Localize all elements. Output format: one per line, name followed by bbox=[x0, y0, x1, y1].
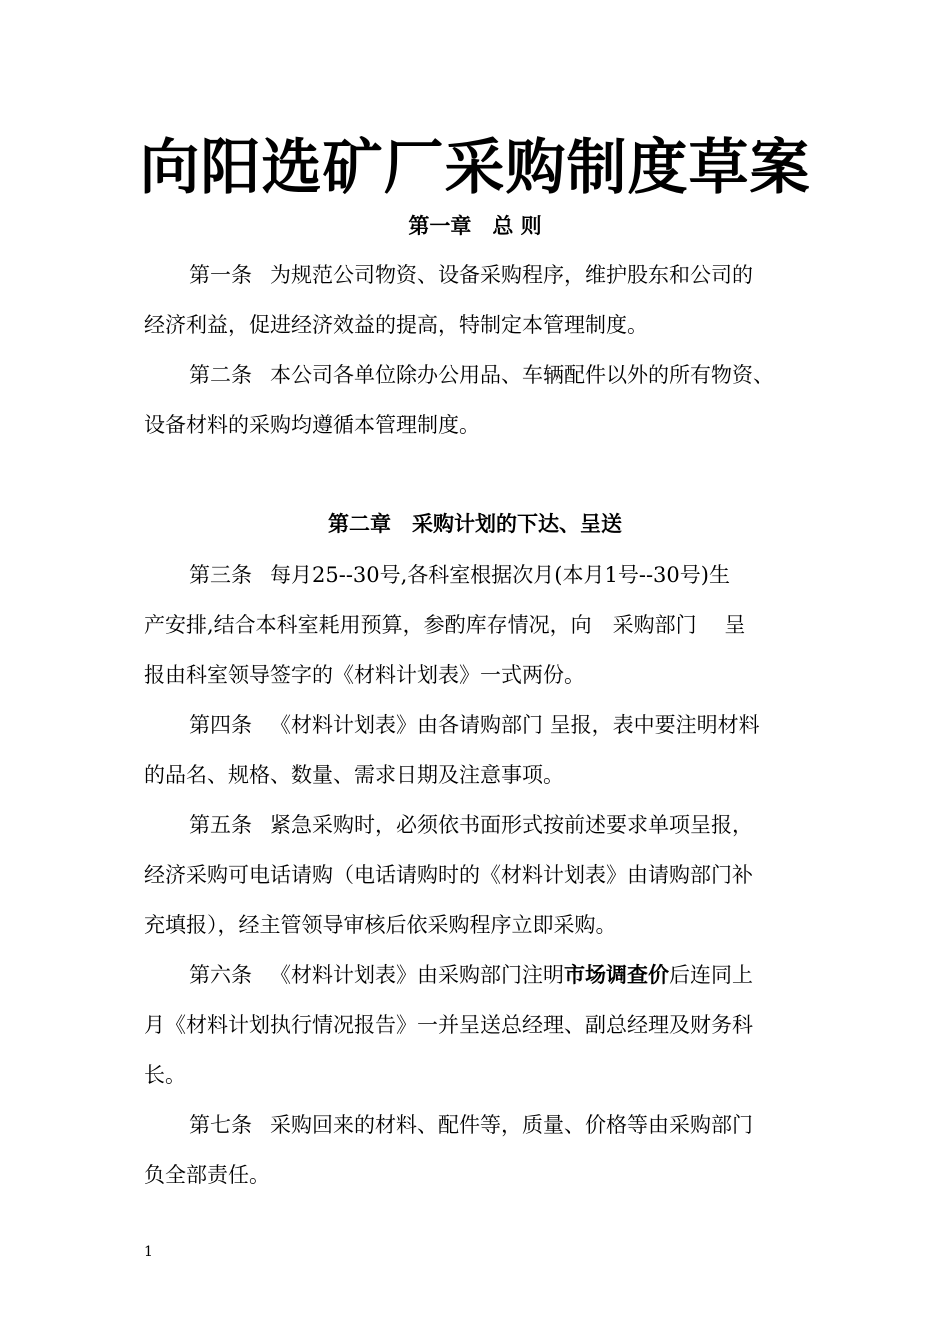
emphasized-text: 市场调查价 bbox=[564, 962, 669, 987]
article-text: 为规范公司物资、设备采购程序，维护股东和公司的 bbox=[270, 263, 753, 287]
article-6 bbox=[144, 950, 824, 1100]
article-text: 本公司各单位除办公用品、车辆配件以外的所有物资、 bbox=[270, 363, 774, 387]
article-text: 紧急采购时，必须依书面形式按前述要求单项呈报， bbox=[270, 813, 753, 837]
page-number: 1 bbox=[144, 1244, 153, 1260]
chapter-heading: 第一章 总 则 bbox=[408, 213, 542, 238]
article-5 bbox=[144, 800, 824, 950]
article-text: 经济采购可电话请购（电话请购时的《材料计划表》由请购部门补 bbox=[144, 863, 753, 887]
article-label: 第一条 bbox=[189, 263, 252, 287]
article-text: 报由科室领导签字的《材料计划表》一式两份。 bbox=[144, 663, 585, 687]
article-label: 第三条 bbox=[189, 563, 252, 587]
article-label: 第五条 bbox=[189, 813, 252, 837]
article-text: 每月25--30号,各科室根据次月(本月1号--30号)生 bbox=[270, 563, 730, 587]
document-title: 向阳选矿厂采购制度草案 bbox=[139, 133, 811, 203]
article-text: 《材料计划表》由采购部门注明 bbox=[270, 963, 564, 987]
article-text: 经济利益，促进经济效益的提高，特制定本管理制度。 bbox=[144, 313, 648, 337]
article-text: 的品名、规格、数量、需求日期及注意事项。 bbox=[144, 763, 564, 787]
article-text: 《材料计划表》由各请购部门 呈报，表中要注明材料 bbox=[270, 713, 760, 737]
article-label: 第六条 bbox=[189, 963, 252, 987]
article-7 bbox=[144, 1100, 824, 1200]
article-text: 充填报），经主管领导审核后依采购程序立即采购。 bbox=[144, 913, 617, 937]
chapter-heading: 第二章 采购计划的下达、呈送 bbox=[328, 511, 622, 536]
article-3 bbox=[144, 550, 824, 700]
article-4 bbox=[144, 700, 824, 800]
article-text: 负全部责任。 bbox=[144, 1163, 270, 1187]
article-text: 月《材料计划执行情况报告》一并呈送总经理、副总经理及财务科 bbox=[144, 1013, 753, 1037]
article-text: 设备材料的采购均遵循本管理制度。 bbox=[144, 413, 480, 437]
article-label: 第七条 bbox=[189, 1113, 252, 1137]
article-label: 第二条 bbox=[189, 363, 252, 387]
article-1 bbox=[144, 250, 824, 350]
article-text: 采购回来的材料、配件等，质量、价格等由采购部门 bbox=[270, 1113, 753, 1137]
article-text: 后连同上 bbox=[669, 963, 753, 987]
article-label: 第四条 bbox=[189, 713, 252, 737]
article-2 bbox=[144, 350, 824, 450]
article-text: 产安排,结合本科室耗用预算，参酌库存情况，向 采购部门 呈 bbox=[144, 613, 746, 637]
article-text: 长。 bbox=[144, 1063, 186, 1087]
